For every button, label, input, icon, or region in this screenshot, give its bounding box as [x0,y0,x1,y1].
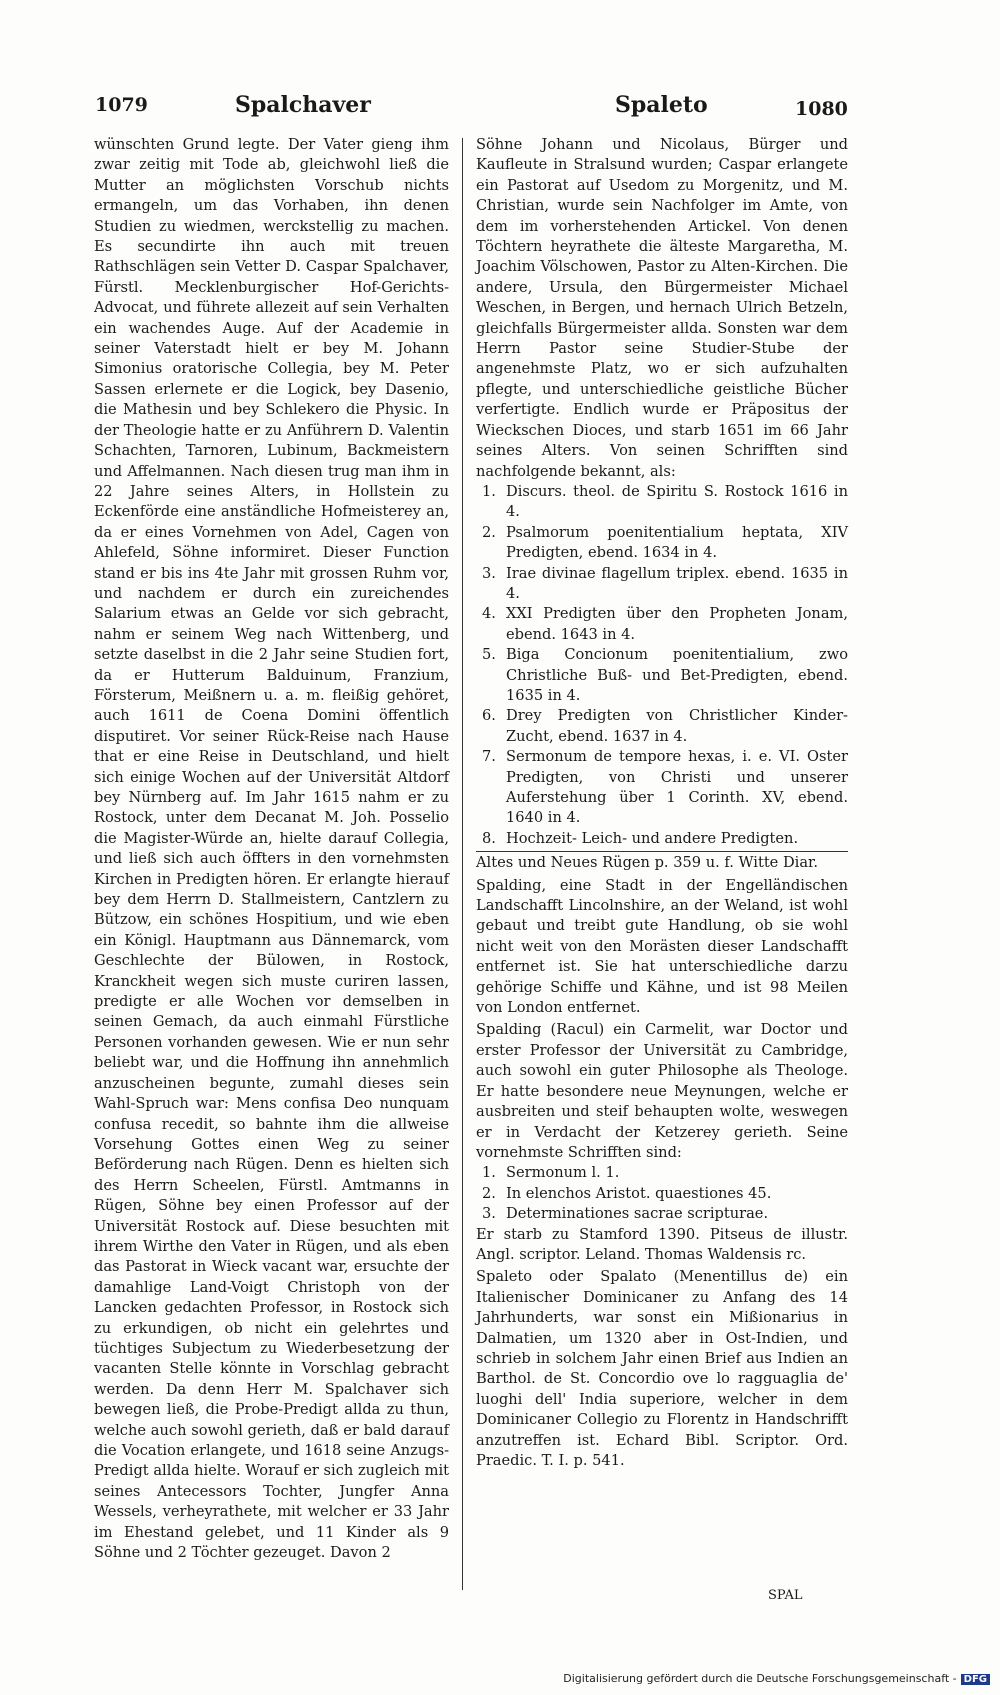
footer-credit: Digitalisierung gefördert durch die Deutsche Forschungsgemeinschaft - [563,1672,957,1685]
running-headword-left: Spalchaver [235,92,371,118]
running-headword-right: Spaleto [615,92,708,118]
source-reference: Altes und Neues Rügen p. 359 u. f. Witte Diar. [476,854,819,872]
left-column [94,135,449,1563]
racul-works-list [476,1163,848,1224]
list-item: 5. Biga Concionum poenitentialium, zwo Christliche Buß- und Bet-Predigten, ebend. 1635 in 4. [482,646,848,704]
spalchaver-continuation: Söhne Johann und Nicolaus, Bürger und Kaufleute in Stralsund wurden; Caspar erlangete ein Pastorat auf Usedom zu Morgenitz, und M. Christian, wurde sein Nachfolger im Amte, von dem im vorherstehenden Artickel. Von denen Töchtern heyrathete die älteste Margaretha, M. Joachim Völschowen, Pastor zu Alten-Kirchen. Die andere, Ursula, den Bürgermeister Michael Weschen, in Bergen, und hernach Ulrich Betzeln, gleichfalls Bürgermeister allda. Sonsten war dem Herrn Pastor seine Studier-Stube der angenehmste Platz, wo er sich aufzuhalten pflegte, und unterschiedliche geistliche Bücher verfertigte. Endlich wurde er Präpositus der Wieckschen Dioces, und starb 1651 im 66 Jahr seines Alters. Von seinen Schrifften sind nachfolgende bekannt, als: [476,136,848,480]
list-item: 8. Hochzeit- Leich- und andere Predigten. [482,829,799,847]
dfg-logo-icon: DFG [961,1674,990,1685]
list-item: 1. Discurs. theol. de Spiritu S. Rostock 1616 in 4. [482,482,848,521]
list-item: 3. Determinationes sacrae scripturae. [482,1205,769,1223]
list-item: 2. In elenchos Aristot. quaestiones 45. [482,1184,772,1202]
racul-death: Er starb zu Stamford 1390. Pitseus de illustr. Angl. scriptor. Leland. Thomas Waldensis rc. [476,1225,848,1263]
entry-spalding-town: Spalding, eine Stadt in der Engelländischen Landschafft Lincolnshire, an der Weland, ist wohl gebaut und treibt gute Handlung, ob sie wohl nicht weit von den Morästen dieser Landschafft entfernet ist. Sie hat unterschiedliche darzu gehörige Schiffe und Kähne, und ist 98 Meilen von London entfernet. [476,876,848,1017]
entry-separator [476,851,848,852]
entry-spalding-racul: Spalding (Racul) ein Carmelit, war Doctor und erster Professor der Universität zu Cambridge, auch sowohl ein guter Philosophe als Theologe. Er hatte besondere neue Meynungen, welche er ausbreiten und steif behaupten wolte, weswegen er in Verdacht der Ketzerey gerieth. Seine vornehmste Schrifften sind: [476,1021,848,1161]
page-number-left: 1079 [95,94,148,116]
entry-spaleto: Spaleto oder Spalato (Menentillus de) ein Italienischer Dominicaner zu Anfang des 14 Jahrhunderts, war sonst ein Mißionarius in Dalmatien, um 1320 aber in Ost-Indien, und schrieb in solchem Jahr einen Brief aus Indien an Barthol. de St. Concordio ove lo ragguaglia de' luoghi dell' India superiore, welcher in dem Dominicaner Collegio zu Florentz in Handschrifft anzutreffen ist. Echard Bibl. Scriptor. Ord. Praedic. T. I. p. 541. [476,1268,848,1469]
catchword: SPAL [768,1588,803,1603]
list-item: 6. Drey Predigten von Christlicher Kinder-Zucht, ebend. 1637 in 4. [482,707,848,745]
list-item: 3. Irae divinae flagellum triplex. ebend. 1635 in 4. [482,564,848,602]
digitization-footer [560,1672,990,1690]
list-item: 2. Psalmorum poenitentialium heptata, XIV Predigten, ebend. 1634 in 4. [482,523,848,562]
page-header [95,92,848,132]
works-list [476,482,848,849]
column-divider [462,138,463,1590]
left-column-text: wünschten Grund legte. Der Vater gieng ihm zwar zeitig mit Tode ab, gleichwohl ließ die Mutter an möglichsten Vorschub nichts ermangeln, um das Vorhaben, ihn denen Studien zu wiedmen, werckstellig zu machen. Es secundirte ihn auch mit treuen Rathschlägen sein Vetter D. Caspar Spalchaver, Fürstl. Mecklenburgischer Hof-Gerichts-Advocat, und führete allezeit auf sein Verhalten ein wachendes Auge. Auf der Academie in seiner Vaterstadt hielt er bey M. Johann Simonius oratorische Collegia, bey M. Peter Sassen erlernete er die Logick, bey Dasenio, die Mathesin und bey Schlekero die Physic. In der Theologie hatte er zu Anführern D. Valentin Schachten, Tarnoren, Lubinum, Backmeistern und Affelmannen. Nach diesen trug man ihm in 22 Jahre seines Alters, in Hollstein zu Eckenförde eine anständliche Hofmeisterey an, da er eines Vornehmen von Adel, Cagen von Ahlefeld, Söhne informiret. Dieser Function stand er bis ins 4te Jahr mit grossen Ruhm vor, und nachdem er durch ein zureichendes Salarium etwas an Gelde vor sich gebracht, nahm er seinem Weg nach Wittenberg, und setzte daselbst in die 2 Jahr seine Studien fort, da er Hutterum Balduinum, Franzium, Försterum, Meißnern u. a. m. fleißig gehöret, auch 1611 de Coena Domini öffentlich disputiret. Vor seiner Rück-Reise nach Hause that er eine Reise in Deutschland, und hielt sich einige Wochen auf der Universität Altdorf bey Nürnberg auf. Im Jahr 1615 nahm er zu Rostock, unter dem Decanat M. Joh. Posselio die Magister-Würde an, hielte darauf Collegia, und ließ sich auch öffters in den vornehmsten Kirchen in Predigten hören. Er erlangte hierauf bey dem Herrn D. Stallmeistern, Cantzlern zu Bützow, ein schönes Hospitium, und wie eben ein Königl. Hauptmann aus Dännemarck, vom Geschlechte der Bülowen, in Rostock, Kranckheit wegen sich muste curiren lassen, predigte er alle Wochen vor demselben in seinen Gemach, da auch einmahl Fürstliche Personen vorhanden gewesen. Wie er nun sehr beliebt war, und die Hoffnung ihn annehmlich anzuscheinen begunte, zumahl dieses sein Wahl-Spruch war: Mens confisa Deo nunquam confusa recedit, so bahnte ihm die allweise Vorsehung Gottes einen Weg zu seiner Beförderung nach Rügen. Denn es hielten sich des Herrn Scheelen, Fürstl. Amtmanns in Rügen, Söhne bey einen Professor auf der Universität Rostock auf. Diese besuchten mit ihrem Wirthe den Vater in Rügen, und als eben das Pastorat in Wieck vacant war, ersuchte der damahlige Land-Voigt Christoph von der Lancken gedachten Professor, in Rostock sich zu erkundigen, ob nicht ein gelehrtes und tüchtiges Subjectum zu Wiederbesetzung der vacanten Stelle könnte in Vorschlag gebracht werden. Da denn Herr M. Spalchaver sich bewegen ließ, die Probe-Predigt allda zu thun, welche auch sowohl gerieth, daß er bald darauf die Vocation erlangete, und 1618 seine Anzugs-Predigt allda hielte. Worauf er sich zugleich mit seines Antecessors Tochter, Jungfer Anna Wessels, verheyrathete, mit welcher er 33 Jahr im Ehestand gelebet, und 11 Kinder als 9 Söhne und 2 Töchter gezeuget. Davon 2 [94,136,449,1562]
list-item: 1. Sermonum l. 1. [482,1164,620,1182]
page-number-right: 1080 [795,98,848,120]
list-item: 7. Sermonum de tempore hexas, i. e. VI. Oster Predigten, von Christi und unserer Auferstehung über 1 Corinth. XV, ebend. 1640 in 4. [482,748,848,827]
right-column [476,135,848,1471]
list-item: 4. XXI Predigten über den Propheten Jonam, ebend. 1643 in 4. [482,605,848,643]
